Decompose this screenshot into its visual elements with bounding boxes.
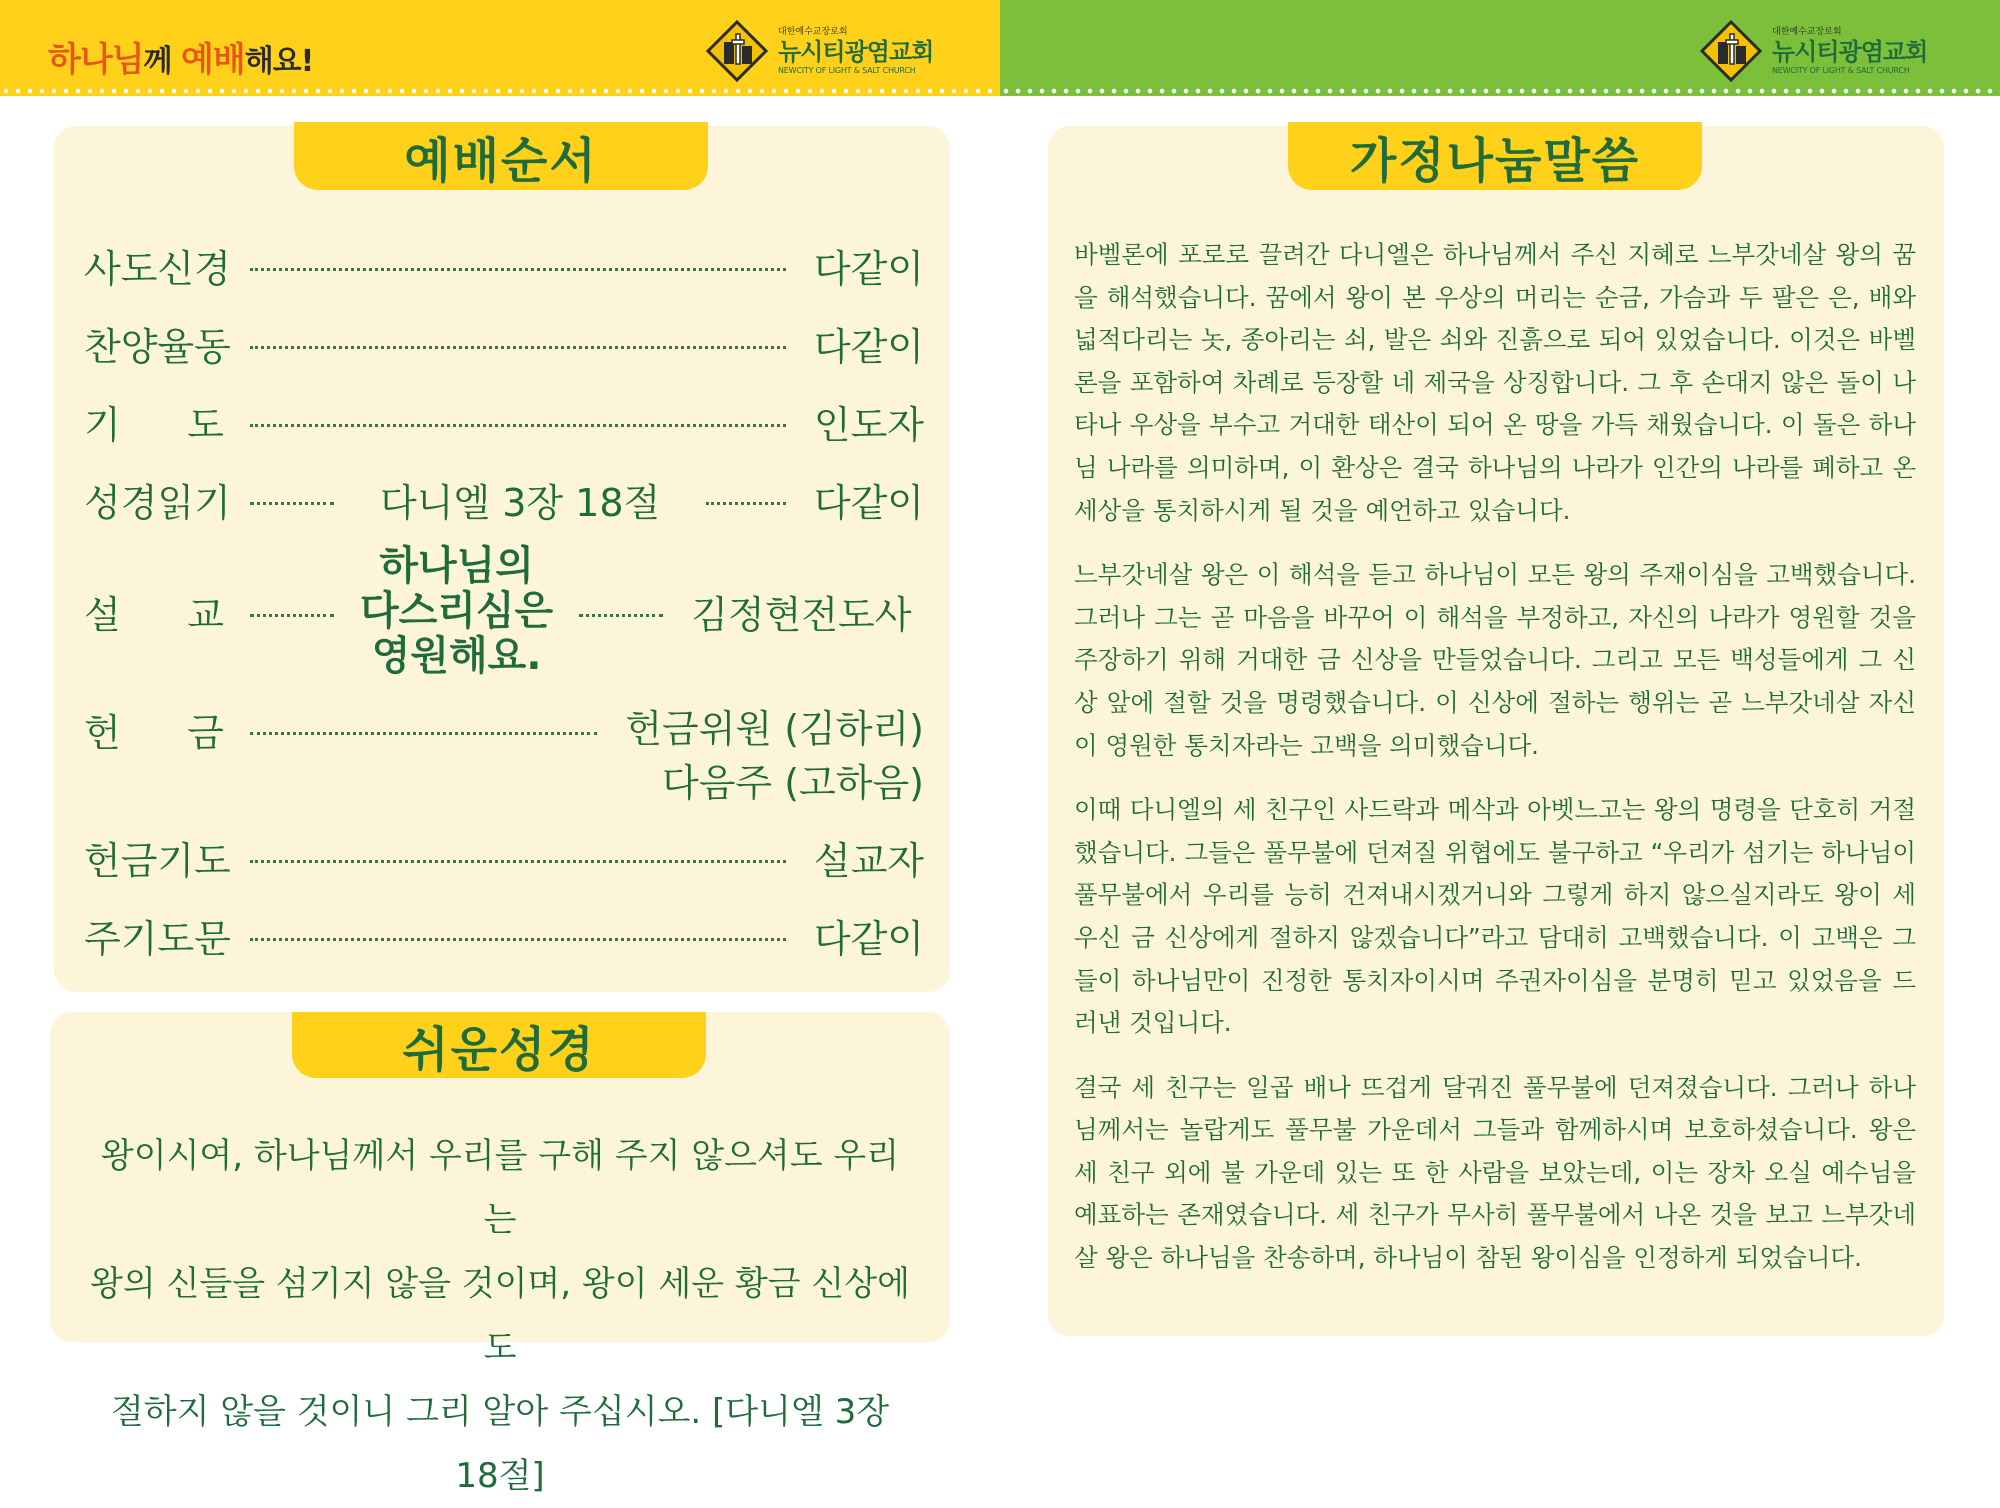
logo-church-name: 뉴시티광염교회 xyxy=(778,37,934,66)
header-right xyxy=(1000,0,2000,96)
order-label: 성경읽기 xyxy=(84,481,231,525)
order-label: 헌 금 xyxy=(84,711,224,755)
order-row-lords-prayer xyxy=(84,908,924,963)
dotted-leader xyxy=(579,614,663,617)
order-row-offering-prayer xyxy=(84,830,924,885)
share-paragraph: 결국 세 친구는 일곱 배나 뜨겁게 달궈진 풀무불에 던져졌습니다. 그러나 하나님께서는 놀랍게도 풀무불 가운데서 그들과 함께하시며 보호하셨습니다. 왕은 세 친구 외에 불 가운데 있는 또 한 사람을 보았는데, 이는 장차 오실 예수님을 예표하는 존재였습니다. 세 친구가 무사히 풀무불에서 나온 것을 보고 느부갓네살 왕은 하나님을 찬송하며, 하나님이 참된 왕이심을 인정하게 되었습니다. xyxy=(1074,1072,1916,1273)
order-value: 다같이 xyxy=(813,481,924,525)
order-value: 설교자 xyxy=(813,839,924,883)
order-value: 인도자 xyxy=(813,403,924,447)
church-logo xyxy=(706,20,933,82)
order-label: 헌금기도 xyxy=(84,839,231,883)
easy-bible-card xyxy=(50,1012,950,1496)
dotted-leader xyxy=(250,424,786,427)
logo-english-name: NEWCITY OF LIGHT & SALT CHURCH xyxy=(1772,65,1910,75)
family-share-title: 가정나눔말씀 xyxy=(1288,122,1702,190)
order-row-praise xyxy=(84,316,924,371)
dotted-leader xyxy=(250,614,334,617)
logo-english-name: NEWCITY OF LIGHT & SALT CHURCH xyxy=(778,65,916,75)
order-label: 사도신경 xyxy=(84,247,231,291)
header-dot-border xyxy=(1000,86,2000,96)
share-paragraph: 느부갓네살 왕은 이 해석을 듣고 하나님이 모든 왕의 주재이심을 고백했습니다. 그러나 그는 곧 마음을 바꾸어 이 해석을 부정하고, 자신의 나라가 영원할 것을 주장하기 위해 거대한 금 신상을 만들었습니다. 그리고 모든 백성들에게 그 신상 앞에 절할 것을 명령했습니다. 이 신상에 절하는 행위는 곧 느부갓네살 자신이 영원한 통치자라는 고백을 의미했습니다. xyxy=(1074,560,1916,760)
headline-end: 해요! xyxy=(244,44,314,79)
logo-denomination: 대한예수교장로회 xyxy=(1772,26,1842,37)
headline-worship: 예배 xyxy=(180,40,245,80)
order-row-offering xyxy=(84,702,924,810)
church-logo-icon xyxy=(706,20,768,82)
order-row-prayer xyxy=(84,394,924,449)
order-label: 설 교 xyxy=(84,593,224,637)
sermon-title: 하나님의 다스리심은 영원해요. xyxy=(360,543,554,679)
scripture-reference: 다니엘 3장 18절 xyxy=(380,481,661,525)
order-value: 다같이 xyxy=(813,325,924,369)
order-row-reading xyxy=(84,472,924,527)
church-logo-right xyxy=(1700,20,1927,82)
church-logo-icon xyxy=(1700,20,1762,82)
dotted-leader xyxy=(250,502,334,505)
easy-bible-title: 쉬운성경 xyxy=(292,1012,706,1078)
order-value: 김정현전도사 xyxy=(691,593,912,637)
dotted-leader xyxy=(250,938,786,941)
order-row-creed xyxy=(84,238,924,293)
order-value: 헌금위원 (김하리) xyxy=(625,707,924,751)
worship-order-card xyxy=(54,126,950,992)
share-paragraph: 바벨론에 포로로 끌려간 다니엘은 하나님께서 주신 지혜로 느부갓네살 왕의 꿈을 해석했습니다. 꿈에서 왕이 본 우상의 머리는 순금, 가슴과 두 팔은 은, 배와 넓적다리는 놋, 종아리는 쇠, 발은 쇠와 진흙으로 되어 있었습니다. 이것은 바벨론을 포함하여 차례로 등장할 네 제국을 상징합니다. 그 후 손대지 않은 돌이 나타나 우상을 부수고 거대한 태산이 되어 온 땅을 가득 채웠습니다. 이 돌은 하나님 나라를 의미하며, 이 환상은 결국 하나님의 나라가 인간의 나라를 폐하고 온 세상을 통치하시게 될 것을 예언하고 있습니다. xyxy=(1074,240,1916,525)
easy-bible-verse: 왕이시여, 하나님께서 우리를 구해 주지 않으셔도 우리는 왕의 신들을 섬기지 않을 것이며, 왕이 세운 황금 신상에도 절하지 않을 것이니 그리 알아 주십시오. [다니엘 3장 18절] xyxy=(90,1136,910,1496)
order-value: 다같이 xyxy=(813,247,924,291)
dotted-leader xyxy=(250,268,786,271)
order-value: 다같이 xyxy=(813,917,924,961)
headline xyxy=(48,32,313,81)
order-label: 주기도문 xyxy=(84,917,231,961)
header-left xyxy=(0,0,1000,96)
headline-god: 하나님 xyxy=(48,40,144,80)
family-share-text xyxy=(1074,234,1916,1302)
logo-church-name: 뉴시티광염교회 xyxy=(1772,37,1928,66)
order-label: 기 도 xyxy=(84,403,224,447)
order-row-sermon xyxy=(84,544,924,679)
order-value-next-week: 다음주 (고하음) xyxy=(662,761,924,805)
worship-order-title: 예배순서 xyxy=(294,122,708,190)
family-share-card xyxy=(1048,126,1944,1336)
dotted-leader xyxy=(250,732,597,735)
dotted-leader xyxy=(706,502,786,505)
offering-values xyxy=(625,702,924,810)
headline-to: 께 xyxy=(143,44,181,79)
dotted-leader xyxy=(250,860,786,863)
header-dot-border xyxy=(0,86,1000,96)
logo-denomination: 대한예수교장로회 xyxy=(778,26,848,37)
order-label: 찬양율동 xyxy=(84,325,231,369)
dotted-leader xyxy=(250,346,786,349)
share-paragraph: 이때 다니엘의 세 친구인 사드락과 메삭과 아벳느고는 왕의 명령을 단호히 거절했습니다. 그들은 풀무불에 던져질 위협에도 불구하고 “우리가 섬기는 하나님이 풀무불에서 우리를 능히 건져내시겠거니와 그렇게 하지 않으실지라도 왕이 세우신 금 신상에게 절하지 않겠습니다”라고 담대히 고백했습니다. 이 고백은 그들이 하나님만이 진정한 통치자이시며 주권자이심을 분명히 믿고 있었음을 드러낸 것입니다. xyxy=(1074,795,1916,1038)
